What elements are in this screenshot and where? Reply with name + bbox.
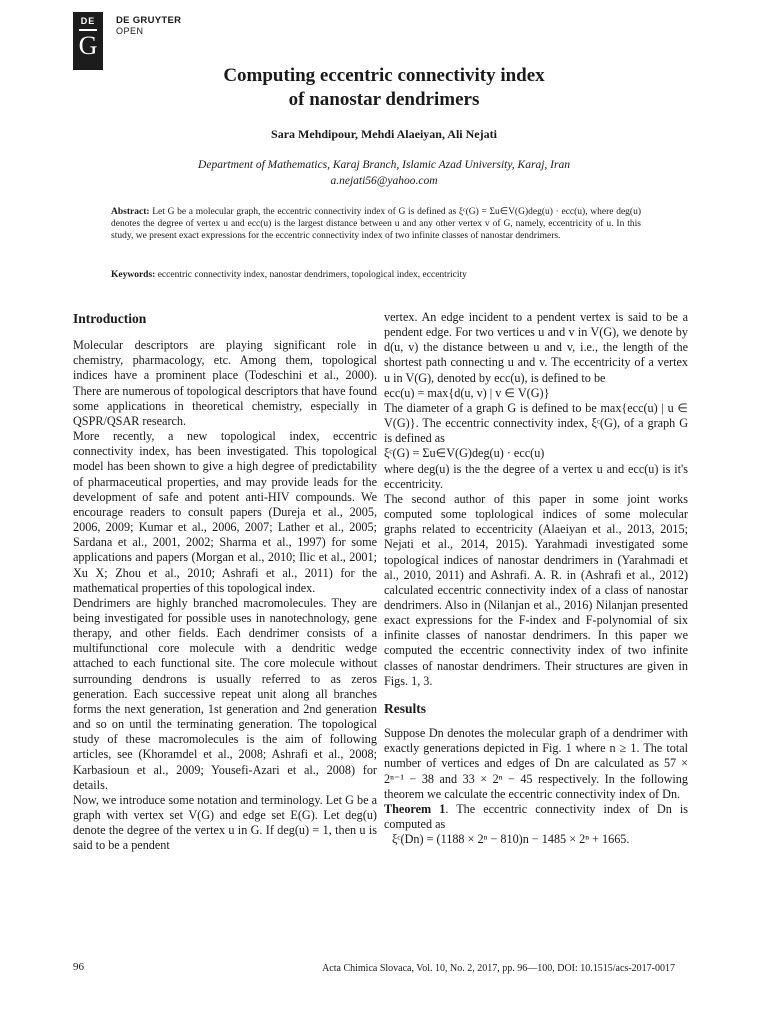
journal-citation: Acta Chimica Slovaca, Vol. 10, No. 2, 2017, pp. 96—100, DOI: 10.1515/acs-2017-0017: [322, 963, 675, 974]
equation-theorem: ξᶜ(Dn) = (1188 × 2ⁿ − 810)n − 1485 × 2ⁿ + 1665.: [392, 832, 630, 847]
paragraph: More recently, a new topological index, eccentric connectivity index, has been investigated. This topological model has been shown to give a high degree of predictability of pharmaceutical properties, and may provide leads for the development of safe and potent anti-HIV compounds. We encourage readers to consult papers (Dureja et al., 2005, 2006, 2009; Kumar et al., 2006, 2007; Lather et al., 2005; Sardana et al., 2001, 2002; Sharma et al., 1997) for some applications and papers (Morgan et al., 2010; Ilic et al., 2001; Xu X; Zhou et al., 2010; Ashrafi et al., 2011) for the mathematical properties of this topological index.: [73, 429, 377, 595]
paragraph: where deg(u) is the the degree of a vertex u and ecc(u) is it's eccentricity.: [384, 461, 688, 491]
paragraph: Now, we introduce some notation and terminology. Let G be a graph with vertex set V(G) and edge set E(G). Let deg(u) denote the degree of the vertex u in G. If deg(u) = 1, then u is said to be a pendent: [73, 792, 377, 853]
publisher-name: DE GRUYTER: [116, 15, 182, 26]
affiliation: Department of Mathematics, Karaj Branch, Islamic Azad University, Karaj, Iran: [198, 159, 570, 171]
equation-eccentric-connectivity: ξᶜ(G) = Σu∈V(G)deg(u) · ecc(u): [384, 446, 545, 461]
email: a.nejati56@yahoo.com: [330, 175, 438, 187]
abstract: [111, 206, 641, 242]
theorem-label: Theorem 1: [384, 801, 446, 816]
section-heading-introduction: Introduction: [73, 311, 147, 326]
affiliation-block: [0, 157, 768, 189]
paragraph: The diameter of a graph G is defined to be max{ecc(u) | u ∈ V(G)}. The eccentric connectivity index, ξᶜ(G), of a graph G is defined as: [384, 400, 688, 446]
keywords-label: Keywords:: [111, 270, 156, 280]
left-column: [73, 311, 377, 853]
theorem: [384, 802, 688, 832]
equation-eccentricity: ecc(u) = max{d(u, v) | v ∈ V(G)}: [384, 385, 550, 400]
abstract-label: Abstract:: [111, 207, 150, 217]
theorem-text: . The eccentric connectivity index of Dn is computed as: [384, 801, 688, 831]
logo-g-text: G: [78, 31, 98, 60]
paragraph: Suppose Dn denotes the molecular graph of a dendrimer with exactly generations depicted in Fig. 1 where n ≥ 1. The total number of vertices and edges of Dn are calculated as 57 × 2ⁿ⁻¹ − 38 and 33 × 2ⁿ − 45 respectively. In the following theorem we calculate the eccentric connectivity index of Dn.: [384, 726, 688, 801]
title-line-2: of nanostar dendrimers: [288, 89, 480, 110]
keywords: [111, 270, 651, 280]
publisher-logo: [73, 12, 103, 70]
paragraph: Molecular descriptors are playing significant role in chemistry, pharmacology, etc. Among them, topological indices have a prominent place (Todeschini et al., 2000). There are numerous of topological descriptors that have found some applications in theoretical chemistry, especially in QSPR/QSAR research.: [73, 338, 377, 428]
paragraph: The second author of this paper in some joint works computed some toplological indices of some molecular graphs related to eccentricity (Alaeiyan et al., 2013, 2015; Nejati et al., 2014, 2015). Yarahmadi investigated some topological indices of nanostar dendrimers in (Yarahmadi et al., 2010, 2011) and Ashrafi. A. R. in (Ashrafi et al., 2012) calculated eccentric connectivity index of a class of nanostar dendrimers. Also in (Nilanjan et al., 2016) Nilanjan presented exact expressions for the F-index and F-polynomial of six infinite classes of nanostar dendrimers. In this paper we computed the eccentric connectivity index of two infinite classes of nanostar dendrimers. Their structures are given in Figs. 1, 3.: [384, 491, 688, 688]
keywords-text: eccentric connectivity index, nanostar dendrimers, topological index, eccentricity: [157, 270, 467, 280]
paragraph: vertex. An edge incident to a pendent vertex is said to be a pendent edge. For two vertices u and v in V(G), we denote by d(u, v) the distance between u and v, i.e., the length of the shortest path connecting u and v. The eccentricity of a vertex u in V(G), denoted by ecc(u), is defined to be: [384, 310, 688, 385]
page-number: 96: [73, 961, 84, 973]
paper-title: [0, 64, 768, 112]
publisher-sub: OPEN: [116, 26, 144, 36]
abstract-text: Let G be a molecular graph, the eccentric connectivity index of G is defined as ξᶜ(G) = Σu∈V(G)deg(u) · ecc(u), where deg(u) denotes the degree of vertex u and ecc(u) is the largest distance between u and any other vertex v of G, namely, eccentricity of u. In this study, we present exact expressions for the eccentric connectivity index of two infinite classes of nanostar dendrimers.: [111, 207, 641, 241]
right-column: [384, 310, 688, 847]
paragraph: Dendrimers are highly branched macromolecules. They are being investigated for possible uses in nanotechnology, gene therapy, and other fields. Each dendrimer consists of a multifunctional core molecule with a dendritic wedge attached to each functional site. The core molecule without surrounding dendrons is usually referred to as zeros generation. Each successive repeat unit along all branches forms the next generation, 1st generation and 2nd generation and so on until the terminating generation. The topological study of these macromolecules is the aim of following articles, see (Khoramdel et al., 2008; Ashrafi et al., 2008; Karbasioun et al., 2009; Yousefi-Azari et al., 2008) for details.: [73, 595, 377, 792]
title-line-1: Computing eccentric connectivity index: [223, 65, 545, 86]
authors: Sara Mehdipour, Mehdi Alaeiyan, Ali Nejati: [271, 127, 497, 141]
publisher-name-block: [116, 15, 181, 36]
logo-de-text: DE: [80, 16, 96, 26]
section-heading-results: Results: [384, 700, 427, 716]
